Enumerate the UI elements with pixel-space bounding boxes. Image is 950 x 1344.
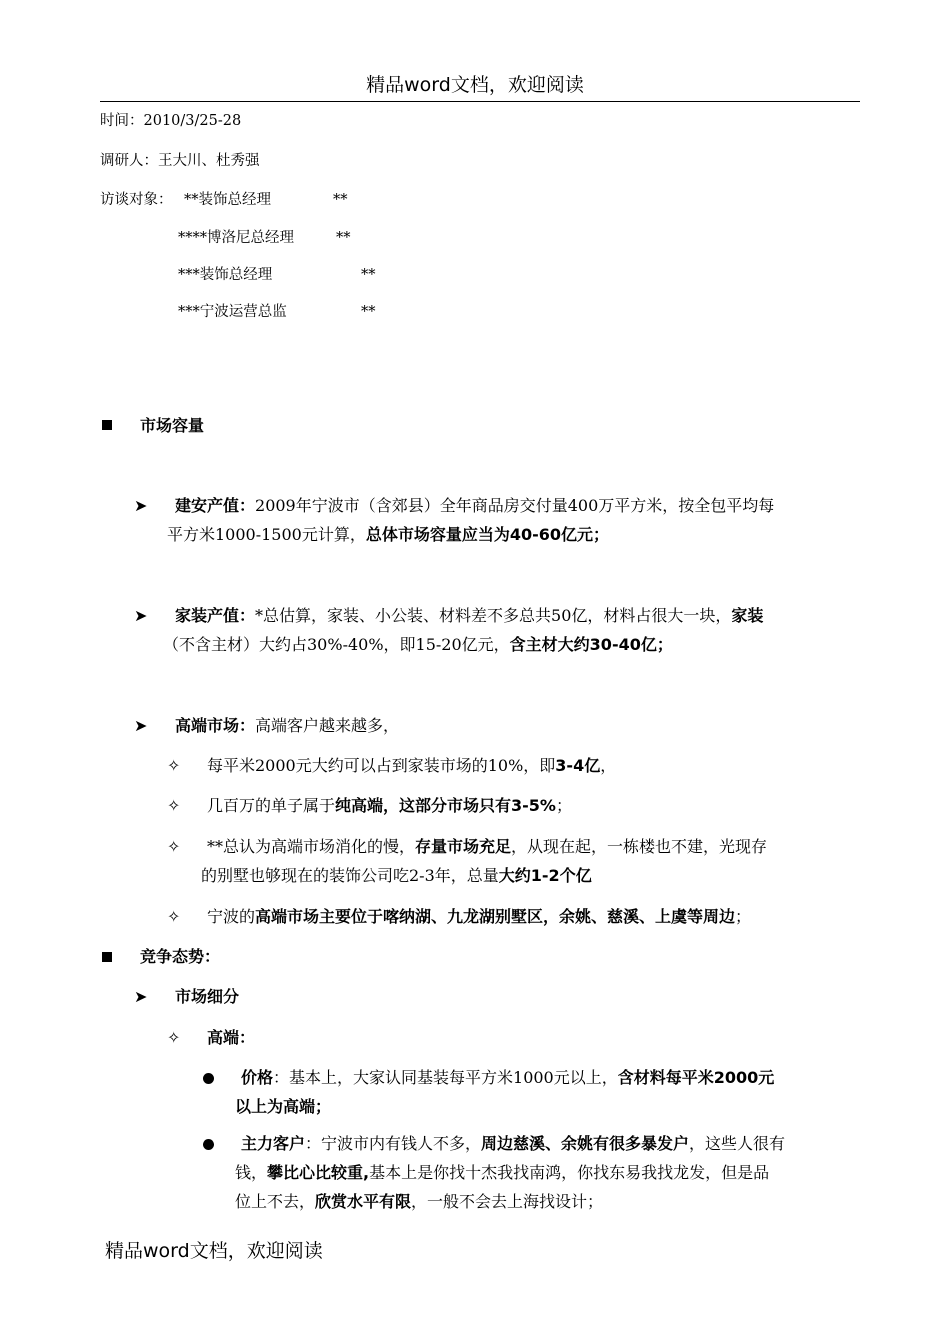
customer-text: ，一般不会去上海找设计； (411, 1192, 604, 1211)
customer-label: 主力客户 (241, 1134, 306, 1153)
build-title: 建安产值： (175, 496, 256, 515)
dot-bullet-icon (203, 1073, 214, 1084)
home-title: 家装产值： (175, 606, 256, 625)
build-line-1 (175, 491, 774, 520)
build-bold: 总体市场容量应当为40-60亿元； (365, 525, 610, 544)
item-bold: 高端市场主要位于喀纳湖、九龙湖别墅区，余姚、慈溪、上虞等周边 (255, 907, 736, 926)
researchers-line: 调研人：王大川、杜秀强 (100, 153, 260, 169)
customer-bold: 欣赏水平有限 (315, 1192, 412, 1211)
page-footer: 精品word文档，欢迎阅读 (105, 1240, 323, 1262)
item-text: 宁波的 (207, 907, 256, 926)
segment-heading: 市场细分 (175, 987, 240, 1006)
highend-item-3 (207, 832, 767, 861)
interviewee-name: **装饰总经理 (184, 192, 271, 208)
highend-item-3-cont (201, 861, 592, 890)
customer-text: ，这些人很有 (689, 1134, 786, 1153)
item-text: 几百万的单子属于 (207, 796, 336, 815)
home-bold: 家装 (731, 606, 764, 625)
diamond-bullet-icon: ✧ (167, 1028, 181, 1047)
interviewees-label: 访谈对象： (100, 192, 173, 208)
item-bold: 存量市场充足 (415, 837, 512, 856)
customer-line-2 (235, 1158, 769, 1187)
interviewee-name: ***宁波运营总监 (178, 304, 287, 320)
price-bold: 含材料每平米2000元 (617, 1068, 775, 1087)
item-text: 每平米2000元大约可以占到家装市场的10%，即 (207, 756, 556, 775)
highend-item-4 (207, 902, 751, 931)
home-text: （不含主材）大约占30%-40%，即15-20亿元， (163, 635, 510, 654)
highend-line (175, 711, 399, 740)
build-text: 平方米1000-1500元计算， (167, 525, 366, 544)
home-bold: 含主材大约30-40亿； (509, 635, 673, 654)
header-divider (100, 101, 860, 102)
customer-bold: 攀比心比较重, (267, 1163, 370, 1182)
customer-text: ：宁波市内有钱人不多， (305, 1134, 482, 1153)
price-line-2: 以上为高端； (235, 1097, 332, 1116)
build-line-2 (167, 520, 609, 549)
highend-title: 高端市场： (175, 716, 256, 735)
price-text: ：基本上，大家认同基装每平方米1000元以上， (273, 1068, 618, 1087)
item-text: ； (555, 796, 572, 815)
build-text: 2009年宁波市（含郊县）全年商品房交付量400万平方米，按全包平均每 (255, 496, 775, 515)
arrow-bullet-icon: ➤ (134, 606, 148, 625)
customer-text: 基本上是你找十杰我找南鸿，你找东易我找龙发，但是品 (369, 1163, 770, 1182)
diamond-bullet-icon: ✧ (167, 907, 181, 926)
arrow-bullet-icon: ➤ (134, 716, 148, 735)
highend-item-2 (207, 791, 572, 820)
high-heading: 高端： (207, 1028, 256, 1047)
dot-bullet-icon (203, 1139, 214, 1150)
customer-text: 位上不去， (235, 1192, 316, 1211)
page-header: 精品word文档，欢迎阅读 (366, 74, 584, 96)
item-bold: 3-4亿 (555, 756, 601, 775)
customer-line-1 (241, 1129, 785, 1158)
price-label: 价格 (241, 1068, 274, 1087)
diamond-bullet-icon: ✧ (167, 796, 181, 815)
home-line-2 (163, 630, 673, 659)
home-text: *总估算，家装、小公装、材料差不多总共50亿，材料占很大一块， (255, 606, 732, 625)
interviewee-note: ** (361, 304, 376, 320)
home-line-1 (175, 601, 763, 630)
item-text: ，从现在起，一栋楼也不建，光现存 (511, 837, 768, 856)
item-bold: 大约1-2个亿 (498, 866, 592, 885)
square-bullet-icon (102, 420, 112, 430)
price-line-1 (241, 1063, 774, 1092)
item-text: 的别墅也够现在的装饰公司吃2-3年，总量 (201, 866, 499, 885)
diamond-bullet-icon: ✧ (167, 756, 181, 775)
diamond-bullet-icon: ✧ (167, 837, 181, 856)
highend-item-1 (207, 751, 616, 780)
interviewee-note: ** (361, 267, 376, 283)
item-bold: 纯高端，这部分市场只有3-5% (335, 796, 556, 815)
interviewee-note: ** (333, 192, 348, 208)
square-bullet-icon (102, 952, 112, 962)
section-heading: 竞争态势： (140, 947, 221, 966)
interviewee-name: ***装饰总经理 (178, 267, 273, 283)
arrow-bullet-icon: ➤ (134, 496, 148, 515)
customer-bold: 周边慈溪、余姚有很多暴发户 (481, 1134, 690, 1153)
item-text: ， (600, 756, 617, 775)
interviewee-name: ****博洛尼总经理 (178, 230, 294, 246)
time-line: 时间：2010/3/25-28 (100, 113, 242, 129)
customer-text: 钱， (235, 1163, 268, 1182)
highend-text: 高端客户越来越多， (255, 716, 400, 735)
interviewee-note: ** (336, 230, 351, 246)
arrow-bullet-icon: ➤ (134, 987, 148, 1006)
section-heading: 市场容量 (140, 416, 205, 435)
item-text: **总认为高端市场消化的慢， (207, 837, 416, 856)
customer-line-3 (235, 1187, 603, 1216)
item-text: ； (735, 907, 752, 926)
